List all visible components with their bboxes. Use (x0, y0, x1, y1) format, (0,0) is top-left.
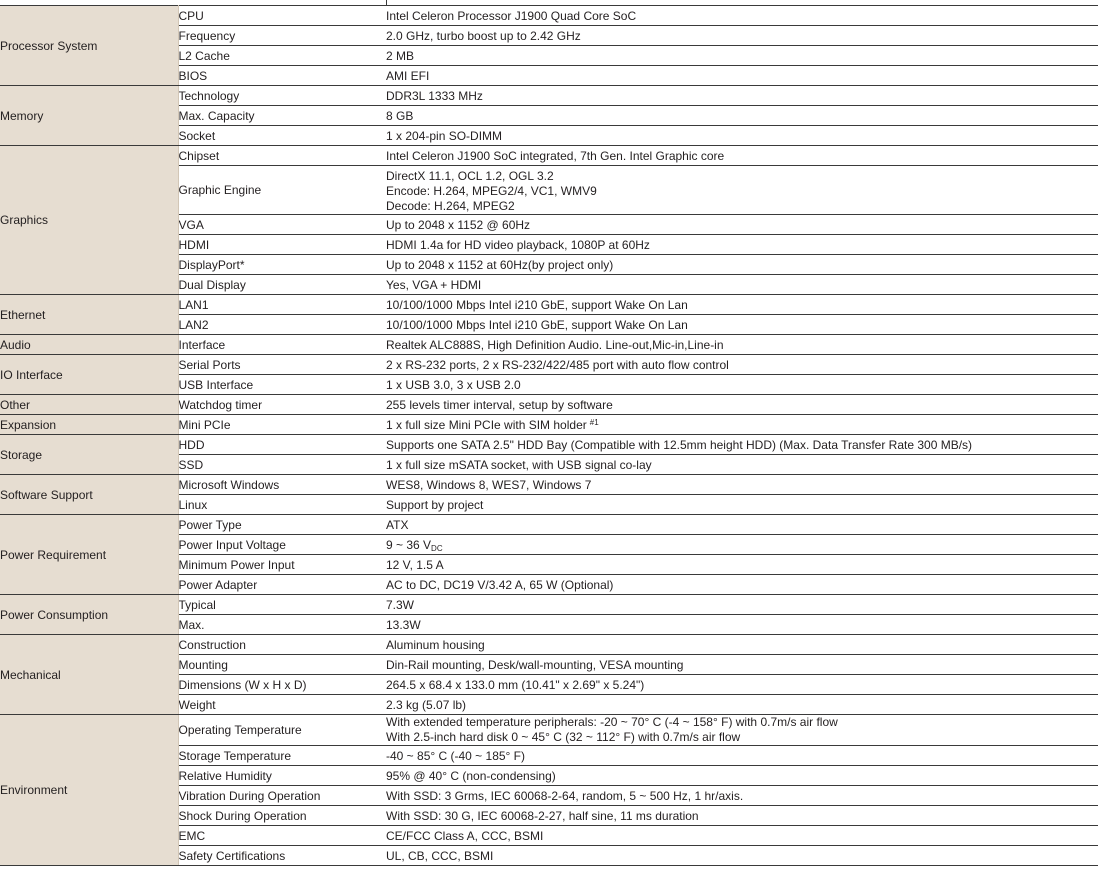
spec-name: Relative Humidity (178, 766, 386, 786)
spec-name: Mounting (178, 655, 386, 675)
spec-value: 2.3 kg (5.07 lb) (386, 695, 1098, 715)
spec-value: Din-Rail mounting, Desk/wall-mounting, VESA mounting (386, 655, 1098, 675)
spec-value: Intel Celeron Processor J1900 Quad Core SoC (386, 6, 1098, 26)
spec-value: 10/100/1000 Mbps Intel i210 GbE, support Wake On Lan (386, 295, 1098, 315)
spec-value: 10/100/1000 Mbps Intel i210 GbE, support Wake On Lan (386, 315, 1098, 335)
spec-value-line: Encode: H.264, MPEG2/4, VC1, WMV9 (386, 184, 597, 198)
spec-table-body (0, 6, 1098, 866)
spec-value: WES8, Windows 8, WES7, Windows 7 (386, 475, 1098, 495)
spec-value: 1 x USB 3.0, 3 x USB 2.0 (386, 375, 1098, 395)
category-power-consumption: Power Consumption (0, 595, 178, 635)
spec-name: BIOS (178, 66, 386, 86)
spec-name: Power Type (178, 515, 386, 535)
spec-name: Chipset (178, 146, 386, 166)
spec-value: Supports one SATA 2.5" HDD Bay (Compatible with 12.5mm height HDD) (Max. Data Transfer Rate 300 MB/s) (386, 435, 1098, 455)
spec-name: Vibration During Operation (178, 786, 386, 806)
spec-value: Intel Celeron J1900 SoC integrated, 7th Gen. Intel Graphic core (386, 146, 1098, 166)
spec-name: EMC (178, 826, 386, 846)
spec-name: VGA (178, 215, 386, 235)
category-environment: Environment (0, 715, 178, 866)
spec-name: HDMI (178, 235, 386, 255)
category-software-support: Software Support (0, 475, 178, 515)
spec-row (0, 335, 1098, 355)
spec-name: Technology (178, 86, 386, 106)
spec-value: Aluminum housing (386, 635, 1098, 655)
spec-name: Serial Ports (178, 355, 386, 375)
spec-value: 264.5 x 68.4 x 133.0 mm (10.41" x 2.69" x 5.24") (386, 675, 1098, 695)
spec-value-text: 1 x full size Mini PCIe with SIM holder (386, 417, 587, 432)
category-mechanical: Mechanical (0, 635, 178, 715)
spec-value: -40 ~ 85° C (-40 ~ 185° F) (386, 746, 1098, 766)
spec-name: CPU (178, 6, 386, 26)
spec-value (386, 715, 1098, 746)
spec-value: Realtek ALC888S, High Definition Audio. Line-out,Mic-in,Line-in (386, 335, 1098, 355)
spec-name: Operating Temperature (178, 715, 386, 746)
spec-value: With SSD: 3 Grms, IEC 60068-2-64, random, 5 ~ 500 Hz, 1 hr/axis. (386, 786, 1098, 806)
spec-name: USB Interface (178, 375, 386, 395)
category-other: Other (0, 395, 178, 415)
spec-name: Frequency (178, 26, 386, 46)
spec-name: Dimensions (W x H x D) (178, 675, 386, 695)
unit-subscript: DC (431, 543, 443, 553)
category-power-requirement: Power Requirement (0, 515, 178, 595)
spec-row (0, 635, 1098, 655)
spec-value: ATX (386, 515, 1098, 535)
spec-name: Socket (178, 126, 386, 146)
spec-name: Dual Display (178, 275, 386, 295)
spec-value (386, 166, 1098, 215)
spec-name: Watchdog timer (178, 395, 386, 415)
spec-value: Up to 2048 x 1152 at 60Hz(by project only) (386, 255, 1098, 275)
spec-name: SSD (178, 455, 386, 475)
spec-value-line: DirectX 11.1, OCL 1.2, OGL 3.2 (386, 169, 554, 183)
spec-value: 13.3W (386, 615, 1098, 635)
category-audio: Audio (0, 335, 178, 355)
category-ethernet: Ethernet (0, 295, 178, 335)
previous-table-edge (0, 0, 1098, 5)
spec-row (0, 395, 1098, 415)
spec-value (386, 535, 1098, 555)
spec-value: 2 MB (386, 46, 1098, 66)
spec-value-text: 9 ~ 36 V (386, 537, 432, 552)
spec-name: L2 Cache (178, 46, 386, 66)
spec-value: DDR3L 1333 MHz (386, 86, 1098, 106)
column-divider (386, 0, 387, 5)
spec-name: Mini PCIe (178, 415, 386, 435)
spec-value: 8 GB (386, 106, 1098, 126)
spec-value: 1 x 204-pin SO-DIMM (386, 126, 1098, 146)
spec-row (0, 146, 1098, 166)
spec-name: Linux (178, 495, 386, 515)
category-storage: Storage (0, 435, 178, 475)
footnote-mark: #1 (589, 417, 599, 427)
spec-value: 12 V, 1.5 A (386, 555, 1098, 575)
spec-value: Support by project (386, 495, 1098, 515)
spec-name: Max. Capacity (178, 106, 386, 126)
category-io-interface: IO Interface (0, 355, 178, 395)
category-graphics: Graphics (0, 146, 178, 295)
spec-name: Safety Certifications (178, 846, 386, 866)
spec-name: Typical (178, 595, 386, 615)
spec-name: Construction (178, 635, 386, 655)
spec-value-line: With extended temperature peripherals: -20 ~ 70° C (-4 ~ 158° F) with 0.7m/s air flow (386, 715, 838, 729)
spec-row (0, 6, 1098, 26)
spec-value: 7.3W (386, 595, 1098, 615)
spec-row (0, 515, 1098, 535)
category-memory: Memory (0, 86, 178, 146)
spec-row (0, 415, 1098, 435)
spec-value: AC to DC, DC19 V/3.42 A, 65 W (Optional) (386, 575, 1098, 595)
spec-value: 255 levels timer interval, setup by software (386, 395, 1098, 415)
spec-name: Interface (178, 335, 386, 355)
spec-value: With SSD: 30 G, IEC 60068-2-27, half sine, 11 ms duration (386, 806, 1098, 826)
spec-name: Power Adapter (178, 575, 386, 595)
spec-name: LAN1 (178, 295, 386, 315)
spec-name: Power Input Voltage (178, 535, 386, 555)
spec-name: Weight (178, 695, 386, 715)
spec-value-line: With 2.5-inch hard disk 0 ~ 45° C (32 ~ 112° F) with 0.7m/s air flow (386, 730, 741, 744)
spec-value: 2 x RS-232 ports, 2 x RS-232/422/485 port with auto flow control (386, 355, 1098, 375)
category-processor-system: Processor System (0, 6, 178, 86)
spec-name: Shock During Operation (178, 806, 386, 826)
spec-value: 2.0 GHz, turbo boost up to 2.42 GHz (386, 26, 1098, 46)
spec-row (0, 595, 1098, 615)
spec-name: HDD (178, 435, 386, 455)
spec-name: Microsoft Windows (178, 475, 386, 495)
spec-value: CE/FCC Class A, CCC, BSMI (386, 826, 1098, 846)
spec-value: Up to 2048 x 1152 @ 60Hz (386, 215, 1098, 235)
category-expansion: Expansion (0, 415, 178, 435)
spec-name: LAN2 (178, 315, 386, 335)
spec-row (0, 86, 1098, 106)
spec-value: HDMI 1.4a for HD video playback, 1080P at 60Hz (386, 235, 1098, 255)
spec-name: DisplayPort* (178, 255, 386, 275)
spec-value: Yes, VGA + HDMI (386, 275, 1098, 295)
spec-name: Storage Temperature (178, 746, 386, 766)
spec-row (0, 355, 1098, 375)
spec-value: UL, CB, CCC, BSMI (386, 846, 1098, 866)
spec-value: 95% @ 40° C (non-condensing) (386, 766, 1098, 786)
spec-value-line: Decode: H.264, MPEG2 (386, 199, 515, 213)
spec-row (0, 435, 1098, 455)
spec-row (0, 475, 1098, 495)
spec-value (386, 415, 1098, 435)
spec-value: 1 x full size mSATA socket, with USB signal co-lay (386, 455, 1098, 475)
spec-value: AMI EFI (386, 66, 1098, 86)
spec-name: Minimum Power Input (178, 555, 386, 575)
spec-name: Max. (178, 615, 386, 635)
spec-row (0, 715, 1098, 746)
specification-table (0, 5, 1098, 866)
spec-name: Graphic Engine (178, 166, 386, 215)
spec-row (0, 295, 1098, 315)
